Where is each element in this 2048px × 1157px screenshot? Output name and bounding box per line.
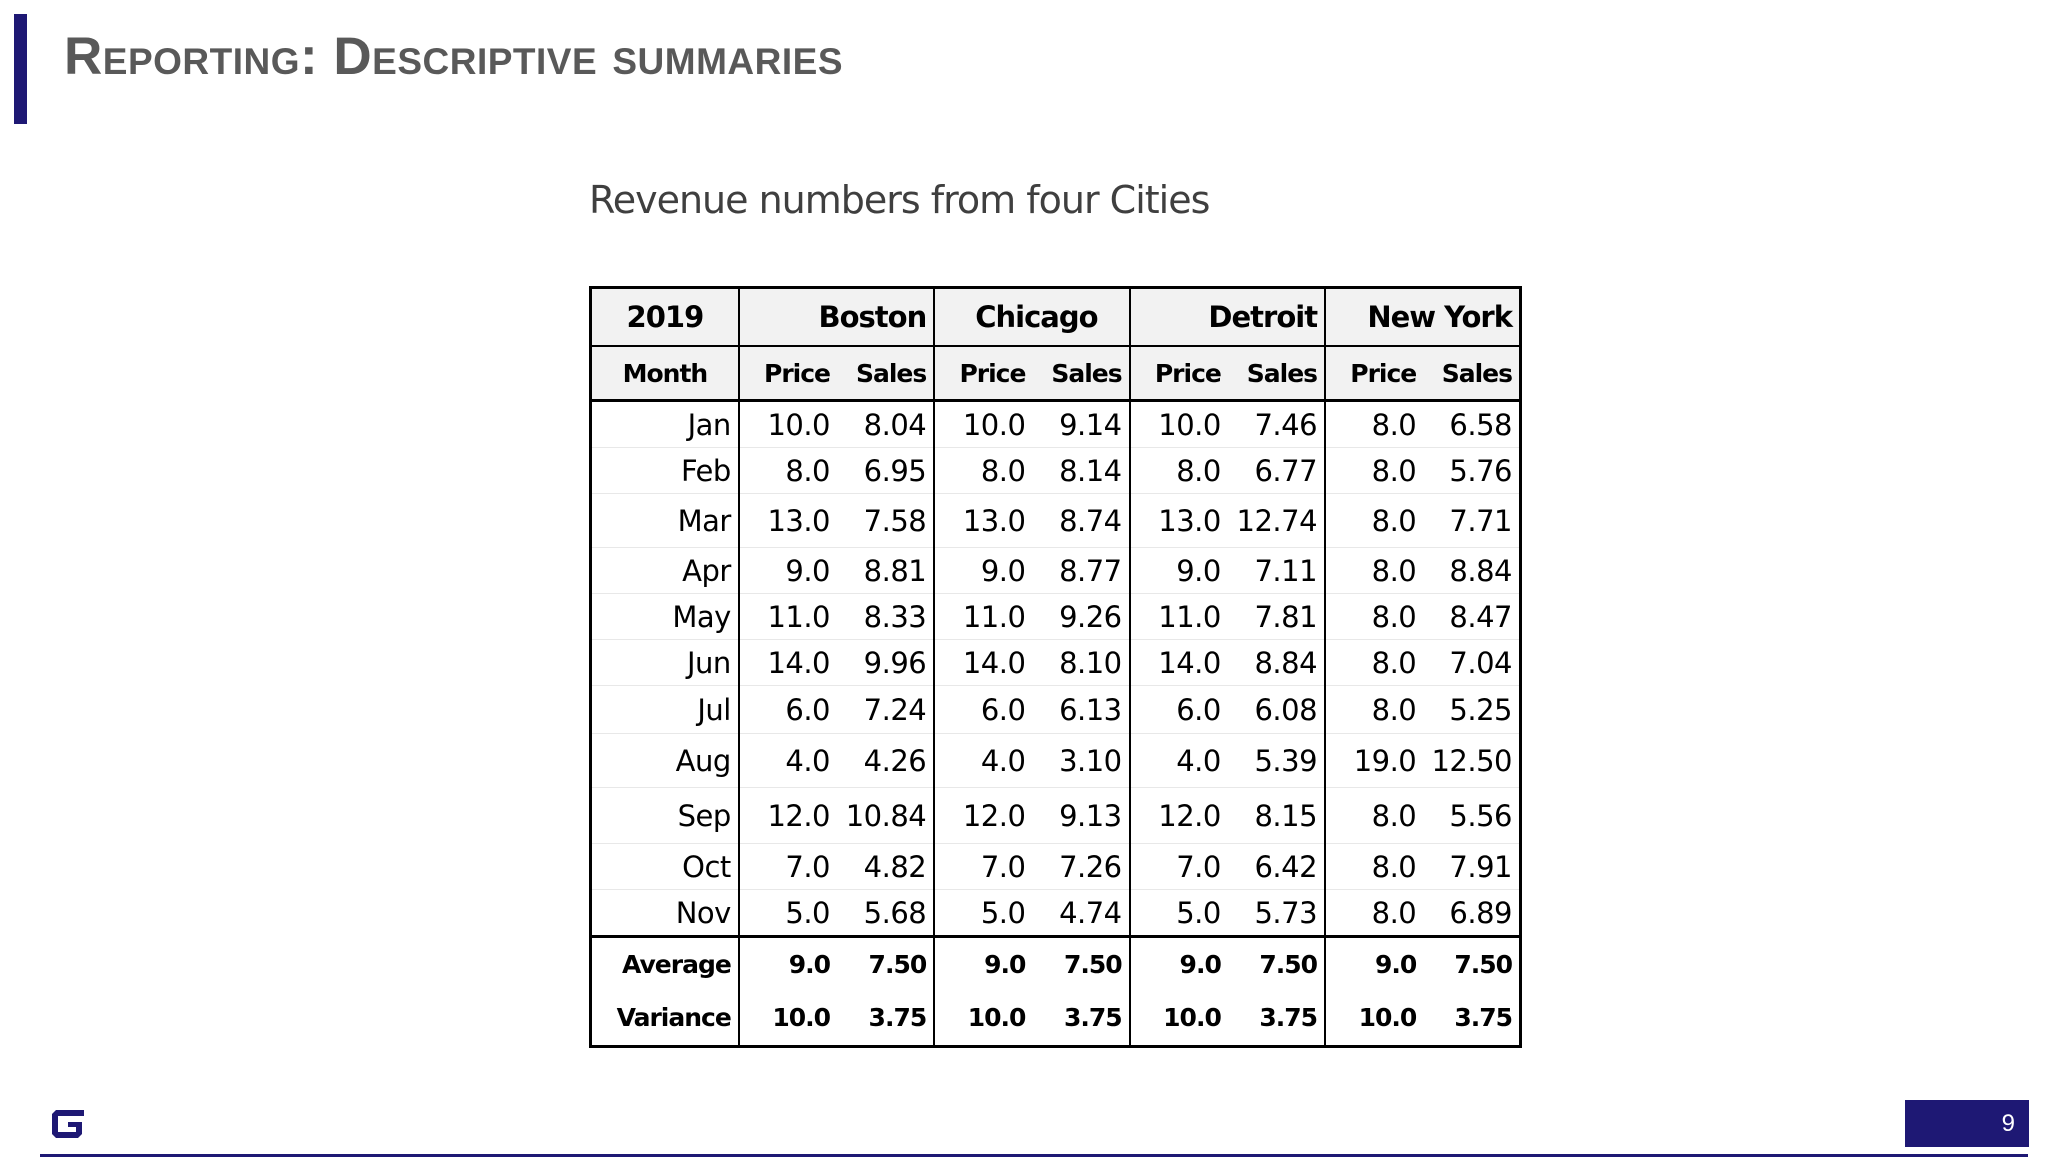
year-header: 2019 bbox=[591, 288, 739, 347]
summary-cell: 10.0 bbox=[772, 1003, 831, 1032]
table-cell: 5.76 bbox=[1423, 448, 1520, 494]
table-cell: 7.04 bbox=[1423, 640, 1520, 686]
table-cell: 13.0 bbox=[1130, 494, 1228, 548]
table-cell: 6.77 bbox=[1228, 448, 1325, 494]
table-cell: 12.0 bbox=[1130, 788, 1228, 844]
table-cell: 10.84 bbox=[837, 788, 934, 844]
table-cell: 8.0 bbox=[739, 448, 837, 494]
table-cell: 8.81 bbox=[837, 548, 934, 594]
table-cell: 6.89 bbox=[1423, 890, 1520, 937]
table-cell: 4.82 bbox=[837, 844, 934, 890]
city-header: Boston bbox=[739, 288, 934, 347]
g-brand-logo-icon bbox=[48, 1105, 86, 1143]
summary-cell: 7.50 bbox=[837, 937, 934, 991]
table-row bbox=[591, 734, 1521, 788]
column-header: Price bbox=[1325, 346, 1423, 401]
table-row bbox=[591, 594, 1521, 640]
table-cell: 6.95 bbox=[837, 448, 934, 494]
city-header-row bbox=[591, 288, 1521, 347]
table-row bbox=[591, 448, 1521, 494]
table-cell: 8.47 bbox=[1423, 594, 1520, 640]
table-cell: 19.0 bbox=[1325, 734, 1423, 788]
table-row bbox=[591, 401, 1521, 448]
table-cell: 8.0 bbox=[1325, 890, 1423, 937]
revenue-table bbox=[589, 286, 1522, 1048]
summary-cell: 9.0 bbox=[739, 937, 837, 991]
table-row bbox=[591, 686, 1521, 734]
table-cell: 10.0 bbox=[934, 401, 1032, 448]
table-cell: 12.0 bbox=[739, 788, 837, 844]
table-cell: 8.84 bbox=[1423, 548, 1520, 594]
table-row bbox=[591, 844, 1521, 890]
table-cell: 7.11 bbox=[1228, 548, 1325, 594]
column-header: Price bbox=[739, 346, 837, 401]
month-cell: Aug bbox=[591, 734, 739, 788]
table-cell: 7.0 bbox=[739, 844, 837, 890]
page-title: Reporting: Descriptive summaries bbox=[64, 27, 844, 86]
month-cell: Oct bbox=[591, 844, 739, 890]
table-cell: 5.56 bbox=[1423, 788, 1520, 844]
page-number: 9 bbox=[1905, 1100, 2029, 1147]
table-cell: 13.0 bbox=[934, 494, 1032, 548]
city-header: New York bbox=[1325, 288, 1520, 347]
table-cell: 4.0 bbox=[739, 734, 837, 788]
table-cell: 8.0 bbox=[1325, 448, 1423, 494]
table-cell: 9.26 bbox=[1032, 594, 1129, 640]
summary-cell: 9.0 bbox=[1325, 937, 1423, 991]
summary-cell: 3.75 bbox=[1454, 1003, 1512, 1032]
table-cell: 8.0 bbox=[1325, 788, 1423, 844]
table-cell: 5.68 bbox=[837, 890, 934, 937]
column-header: Price bbox=[934, 346, 1032, 401]
table-cell: 6.0 bbox=[1130, 686, 1228, 734]
table-cell: 11.0 bbox=[1130, 594, 1228, 640]
summary-cell: 9.0 bbox=[934, 937, 1032, 991]
table-cell: 8.0 bbox=[1130, 448, 1228, 494]
table-cell: 5.39 bbox=[1228, 734, 1325, 788]
table-cell: 5.73 bbox=[1228, 890, 1325, 937]
table-cell: 8.77 bbox=[1032, 548, 1129, 594]
column-header-row bbox=[591, 346, 1521, 401]
table-cell: 11.0 bbox=[739, 594, 837, 640]
table-subtitle: Revenue numbers from four Cities bbox=[589, 178, 1210, 222]
table-row bbox=[591, 788, 1521, 844]
table-body bbox=[591, 401, 1521, 937]
table-cell: 8.0 bbox=[1325, 844, 1423, 890]
month-cell: Jun bbox=[591, 640, 739, 686]
table-cell: 5.0 bbox=[739, 890, 837, 937]
table-cell: 5.0 bbox=[934, 890, 1032, 937]
month-cell: Jul bbox=[591, 686, 739, 734]
column-header: Sales bbox=[1423, 346, 1520, 401]
table-cell: 8.33 bbox=[837, 594, 934, 640]
table-cell: 7.0 bbox=[934, 844, 1032, 890]
table-cell: 8.10 bbox=[1032, 640, 1129, 686]
summary-cell: 3.75 bbox=[1032, 990, 1129, 1047]
summary-cell: 10.0 bbox=[1163, 1003, 1221, 1032]
month-cell: May bbox=[591, 594, 739, 640]
summary-cell: 10.0 bbox=[1358, 1003, 1417, 1032]
month-cell: Feb bbox=[591, 448, 739, 494]
table-row bbox=[591, 494, 1521, 548]
table-cell: 5.0 bbox=[1130, 890, 1228, 937]
column-header-month: Month bbox=[591, 346, 739, 401]
table-cell: 6.58 bbox=[1423, 401, 1520, 448]
table-cell: 7.71 bbox=[1423, 494, 1520, 548]
table-cell: 8.74 bbox=[1032, 494, 1129, 548]
table-cell: 14.0 bbox=[739, 640, 837, 686]
column-header: Sales bbox=[1228, 346, 1325, 401]
summary-label: Variance bbox=[591, 990, 739, 1047]
table-cell: 14.0 bbox=[934, 640, 1032, 686]
city-header: Chicago bbox=[934, 288, 1129, 347]
table-cell: 8.14 bbox=[1032, 448, 1129, 494]
table-cell: 8.0 bbox=[1325, 686, 1423, 734]
table-cell: 10.0 bbox=[1130, 401, 1228, 448]
column-header: Sales bbox=[1032, 346, 1129, 401]
table-cell: 8.0 bbox=[1325, 401, 1423, 448]
table-cell: 13.0 bbox=[739, 494, 837, 548]
table-cell: 9.13 bbox=[1032, 788, 1129, 844]
table-cell: 7.26 bbox=[1032, 844, 1129, 890]
table-cell: 8.0 bbox=[1325, 494, 1423, 548]
month-cell: Apr bbox=[591, 548, 739, 594]
table-cell: 7.46 bbox=[1228, 401, 1325, 448]
table-cell: 4.0 bbox=[1130, 734, 1228, 788]
table-cell: 14.0 bbox=[1130, 640, 1228, 686]
summary-cell: 3.75 bbox=[1228, 990, 1325, 1047]
table-cell: 8.0 bbox=[1325, 594, 1423, 640]
table-cell: 4.74 bbox=[1032, 890, 1129, 937]
table-cell: 9.14 bbox=[1032, 401, 1129, 448]
summary-cell: 9.0 bbox=[1130, 937, 1228, 991]
table-cell: 10.0 bbox=[739, 401, 837, 448]
table-cell: 8.0 bbox=[1325, 548, 1423, 594]
table-row bbox=[591, 890, 1521, 937]
summary-cell: 7.50 bbox=[1228, 937, 1325, 991]
table-cell: 6.08 bbox=[1228, 686, 1325, 734]
month-cell: Mar bbox=[591, 494, 739, 548]
table-cell: 9.0 bbox=[1130, 548, 1228, 594]
column-header: Sales bbox=[837, 346, 934, 401]
summary-cell: 7.50 bbox=[1423, 937, 1520, 991]
summary-label: Average bbox=[591, 937, 739, 991]
table-cell: 8.84 bbox=[1228, 640, 1325, 686]
table-cell: 6.0 bbox=[739, 686, 837, 734]
table-cell: 7.91 bbox=[1423, 844, 1520, 890]
variance-row bbox=[591, 990, 1521, 1047]
table-cell: 8.15 bbox=[1228, 788, 1325, 844]
table-cell: 7.0 bbox=[1130, 844, 1228, 890]
summary-cell: 7.50 bbox=[1032, 937, 1129, 991]
table-cell: 7.58 bbox=[837, 494, 934, 548]
table-cell: 7.81 bbox=[1228, 594, 1325, 640]
table-cell: 11.0 bbox=[934, 594, 1032, 640]
table-cell: 9.0 bbox=[934, 548, 1032, 594]
summary-cell: 3.75 bbox=[837, 990, 934, 1047]
table-cell: 7.24 bbox=[837, 686, 934, 734]
title-accent-bar bbox=[14, 14, 27, 124]
month-cell: Jan bbox=[591, 401, 739, 448]
table-cell: 6.0 bbox=[934, 686, 1032, 734]
table-cell: 9.0 bbox=[739, 548, 837, 594]
table-row bbox=[591, 548, 1521, 594]
table-cell: 3.10 bbox=[1032, 734, 1129, 788]
average-row bbox=[591, 937, 1521, 991]
table-cell: 12.50 bbox=[1423, 734, 1520, 788]
table-row bbox=[591, 640, 1521, 686]
table-cell: 9.96 bbox=[837, 640, 934, 686]
table-cell: 8.0 bbox=[1325, 640, 1423, 686]
summary-cell: 10.0 bbox=[967, 1003, 1026, 1032]
table-cell: 4.26 bbox=[837, 734, 934, 788]
table-cell: 12.74 bbox=[1228, 494, 1325, 548]
table-cell: 12.0 bbox=[934, 788, 1032, 844]
month-cell: Nov bbox=[591, 890, 739, 937]
table-cell: 4.0 bbox=[934, 734, 1032, 788]
table-cell: 8.04 bbox=[837, 401, 934, 448]
table-cell: 6.42 bbox=[1228, 844, 1325, 890]
table-cell: 6.13 bbox=[1032, 686, 1129, 734]
table-cell: 5.25 bbox=[1423, 686, 1520, 734]
month-cell: Sep bbox=[591, 788, 739, 844]
city-header: Detroit bbox=[1130, 288, 1325, 347]
table-cell: 8.0 bbox=[934, 448, 1032, 494]
table-summary bbox=[591, 937, 1521, 1047]
column-header: Price bbox=[1130, 346, 1228, 401]
